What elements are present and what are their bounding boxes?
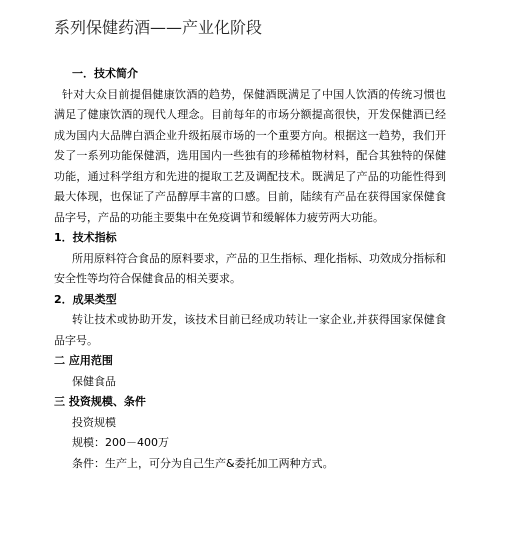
section-body-intro: 针对大众目前提倡健康饮酒的趋势，保健酒既满足了中国人饮酒的传统习惯也满足了健康饮酒的现代人理念。目前每年的市场分额提高很快，开发保健酒已经成为国内大品牌白酒企业升级拓展市场的一个重要方向。根据这一趋势，我们开发了一系列功能保健酒，选用国内一些独有的珍稀植物材料，配合其独特的保健功能，通过科学组方和先进的提取工艺及调配技术。既满足了产品的功能性得到最大体现，也保证了产品醇厚丰富的口感。目前，陆续有产品在获得国家保健食品字号，产品的功能主要集中在免疫调节和缓解体力疲劳两大功能。: [54, 87, 446, 224]
section-body-indicators: 所用原料符合食品的原料要求，产品的卫生指标、理化指标、功效成分指标和安全性等均符合保健食品的相关要求。: [54, 251, 446, 285]
section-heading-application: 二 应用范围: [54, 354, 113, 367]
investment-line-1: 投资规模: [72, 415, 116, 429]
document-content: [54, 64, 446, 474]
investment-line-2: 规模：200－400万: [72, 436, 169, 449]
investment-line-3: 条件：生产上，可分为自己生产&委托加工两种方式。: [72, 456, 334, 470]
section-heading-intro: 一．技术简介: [72, 67, 138, 80]
document-title: 系列保健药酒——产业化阶段: [54, 18, 263, 37]
section-heading-indicators: 1．技术指标: [54, 231, 117, 244]
section-body-outcome: 转让技术或协助开发，该技术目前已经成功转让一家企业,并获得国家保健食品字号。: [54, 313, 446, 347]
section-heading-investment: 三 投资规模、条件: [54, 395, 146, 408]
section-heading-outcome: 2．成果类型: [54, 292, 117, 306]
section-body-application: 保健食品: [72, 374, 116, 388]
